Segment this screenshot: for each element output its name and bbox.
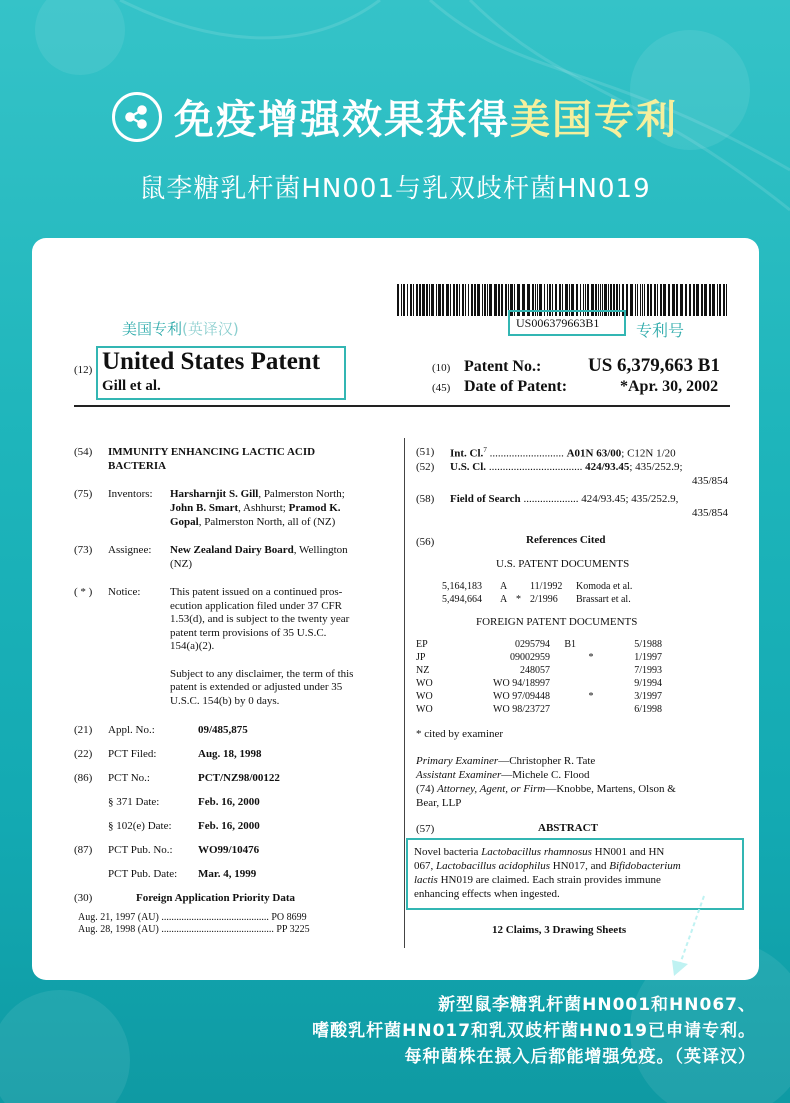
patent-no-value: US 6,379,663 B1 [588, 355, 720, 376]
foreign-docs-title: FOREIGN PATENT DOCUMENTS [476, 616, 638, 628]
pointer-arrow-icon [640, 890, 720, 980]
pct-filed-label: PCT Filed: [108, 748, 157, 760]
cited-by-examiner: * cited by examiner [416, 728, 504, 740]
code-51: (51) [416, 446, 435, 458]
footer-line-2: 嗜酸乳杆菌HN017和乳双歧杆菌HN019已申请专利。 [312, 1021, 756, 1041]
footer-caption [312, 992, 756, 1070]
us-doc-row: 5,164,183 A 11/1992 Komoda et al. [442, 581, 633, 592]
foreign-doc-row: JP 09002959 * 1/1997 [416, 652, 662, 663]
pct-no-value: PCT/NZ98/00122 [198, 772, 280, 784]
footer-line-1: 新型鼠李糖乳杆菌HN001和HN067、 [438, 995, 756, 1015]
us-docs-title: U.S. PATENT DOCUMENTS [496, 558, 630, 570]
patent-no-label: Patent No.: [464, 358, 542, 375]
patent-label-annotation: 美国专利(英译汉) [122, 320, 239, 338]
pub-date-value: Mar. 4, 1999 [198, 868, 257, 880]
subtitle: 鼠李糖乳杆菌HN001与乳双歧杆菌HN019 [139, 174, 651, 204]
code-73: (73) [74, 544, 93, 556]
inventors-short: Gill et al. [102, 378, 161, 394]
code-86: (86) [74, 772, 93, 784]
notice-label: Notice: [108, 586, 141, 598]
inventors-label: Inventors: [108, 488, 153, 500]
appl-label: Appl. No.: [108, 724, 155, 736]
s102-label: § 102(e) Date: [108, 820, 172, 832]
code-12: (12) [74, 364, 93, 376]
patent-main-title: United States Patent [102, 348, 321, 375]
patent-document: 美国专利(英译汉) US006379663B1 专利号 (12) United States Patent Gill et al. (10) Patent No.: US 6,379,663 B1 (45) Date of Patent: *Apr. 30, 2002 (54) IMMUNITY ENHANCING LACTIC ACID BACTERIA (75) Inventors: Harsharnjit S. Gill, Palmerston North; John B. Smart, Ashhurst; Pramod K. Gopal, Palmerston North, all of (NZ) (73) Assignee: New Zealand Dairy Board, Wellington (NZ) ( * ) Notice: This patent issued on a continued pros- ecution application filed under 37 CFR 1.53(d), and is subject to the twenty year patent term provisions of 35 U.S.C. 154(a)(2). Subject to any disclaimer, the term of this patent is extended or adjusted under 35 U.S.C. 154(b) by 0 days. (21) Appl. No.: 09/485,875 (22) PCT Filed: Aug. 18, 1998 (86) PCT No.: PCT/NZ98/00122 § 371 Date: Feb. 16, 2000 § 102(e) Date: Feb. 16, 2000 (87) PCT Pub. No.: WO99/10476 PCT Pub. Date: Mar. 4, 1999 (30) Foreign Application Priority Data Aug. 21, 1997 (AU) ........................................... PO 8699 Aug. 28, 1998 (AU) ............................................. PP 3225 (51) Int. Cl.$^7$ ........................... A01N 63/00; C12N 1/20 (52) U.S. Cl. .................................. 424/93.45; 435/252.9; 435/854 (58) Field of Search .................... 424/93.45; 435/252.9, 435/854 (56) References Cited U.S. PATENT DOCUMENTS 5,164,183 A 11/1992 Komoda et al. 5,494,664 A * 2/1996 Brassart et al. FOREIGN PATENT DOCUMENTS EP 0295794 B1 5/1988 JP 09002959 * 1/1997 NZ 248057 7/1993 WO WO 94/18997 9/1994 WO WO 97/09448 * 3/1997 WO WO 98/23727 6/1998 * cited by examiner Primary Examiner—Christopher R. Tate Assistant Examiner—Michele C. Flood (74) Attorney, Agent, or Firm—Knobbe, Martens, Olson & Bear, LLP (57) ABSTRACT Novel bacteria Lactobacillus rhamnosus HN001 and HN 067, Lactobacillus acidophilus HN017, and Bifidobacterium lactis HN019 are claimed. Each strain provides immune enhancing effects when ingested. 12 Claims, 3 Drawing Sheets [32, 238, 759, 980]
foreign-priority-title: Foreign Application Priority Data [136, 892, 295, 904]
foreign-doc-row: NZ 248057 7/1993 [416, 665, 662, 676]
abstract-title: ABSTRACT [538, 822, 598, 834]
code-56: (56) [416, 536, 435, 548]
uscl-cont: 435/854 [692, 475, 729, 487]
code-52: (52) [416, 461, 435, 473]
code-star: ( * ) [74, 586, 93, 598]
abstract-text: Novel bacteria Lactobacillus rhamnosus HN001 and HN 067, Lactobacillus acidophilus HN017, and Bifidobacterium lactis HN019 are claimed. Each strain provides immune enhancing effects when ingested. [414, 846, 681, 900]
invention-title-1: IMMUNITY ENHANCING LACTIC ACID [108, 446, 316, 458]
pub-no-value: WO99/10476 [198, 844, 260, 856]
code-21: (21) [74, 724, 93, 736]
title-highlight: 美国专利 [510, 97, 678, 143]
code-54: (54) [74, 446, 93, 458]
references-title: References Cited [526, 534, 606, 546]
pct-no-label: PCT No.: [108, 772, 150, 784]
column-divider [404, 438, 405, 948]
date-label: Date of Patent: [464, 378, 568, 395]
code-75: (75) [74, 488, 93, 500]
header-rule [74, 405, 730, 407]
patent-number-label: 专利号 [636, 321, 685, 340]
molecule-icon [112, 92, 162, 142]
pct-filed-value: Aug. 18, 1998 [198, 748, 262, 760]
foreign-doc-row: WO WO 94/18997 9/1994 [416, 678, 662, 689]
invention-title-2: BACTERIA [108, 460, 167, 472]
assignee-country: (NZ) [170, 558, 192, 570]
title-main: 免疫增强效果获得 [174, 97, 510, 143]
code-22: (22) [74, 748, 93, 760]
code-30: (30) [74, 892, 93, 904]
field-cont: 435/854 [692, 507, 729, 519]
code-87: (87) [74, 844, 93, 856]
foreign-docs-list [416, 638, 662, 716]
examiners-block: Primary Examiner—Christopher R. Tate Assistant Examiner—Michele C. Flood (74) Attorney, Agent, or Firm—Knobbe, Martens, Olson & Bear, LLP [416, 755, 676, 809]
page-title [0, 88, 790, 145]
s371-value: Feb. 16, 2000 [198, 796, 260, 808]
footer-line-3: 每种菌株在摄入后都能增强免疫。（英译汉） [404, 1047, 756, 1067]
pub-no-label: PCT Pub. No.: [108, 844, 173, 856]
us-docs-list [442, 580, 676, 606]
claims-summary: 12 Claims, 3 Drawing Sheets [492, 924, 627, 936]
code-45: (45) [432, 382, 451, 394]
barcode-number: US006379663B1 [516, 316, 600, 330]
us-doc-row: 5,494,664 A * 2/1996 Brassart et al. [442, 594, 631, 605]
code-58: (58) [416, 493, 435, 505]
pub-date-label: PCT Pub. Date: [108, 868, 178, 880]
foreign-doc-row: EP 0295794 B1 5/1988 [416, 639, 662, 650]
s102-value: Feb. 16, 2000 [198, 820, 260, 832]
appl-value: 09/485,875 [198, 724, 248, 736]
date-value: *Apr. 30, 2002 [620, 378, 719, 395]
foreign-doc-row: WO WO 98/23727 6/1998 [416, 704, 662, 715]
code-10: (10) [432, 362, 451, 374]
notice-text: This patent issued on a continued pros- ecution application filed under 37 CFR 1.53(d), and is subject to the twenty year patent term provisions of 35 U.S.C. 154(a)(2). Subject to any disclaimer, the term of this patent is extended or adjusted under 35 U.S.C. 154(b) by 0 days. [170, 586, 354, 707]
assignee-label: Assignee: [108, 544, 152, 556]
code-57: (57) [416, 823, 435, 835]
foreign-doc-row: WO WO 97/09448 * 3/1997 [416, 691, 662, 702]
s371-label: § 371 Date: [108, 796, 160, 808]
patent-card [32, 238, 759, 980]
